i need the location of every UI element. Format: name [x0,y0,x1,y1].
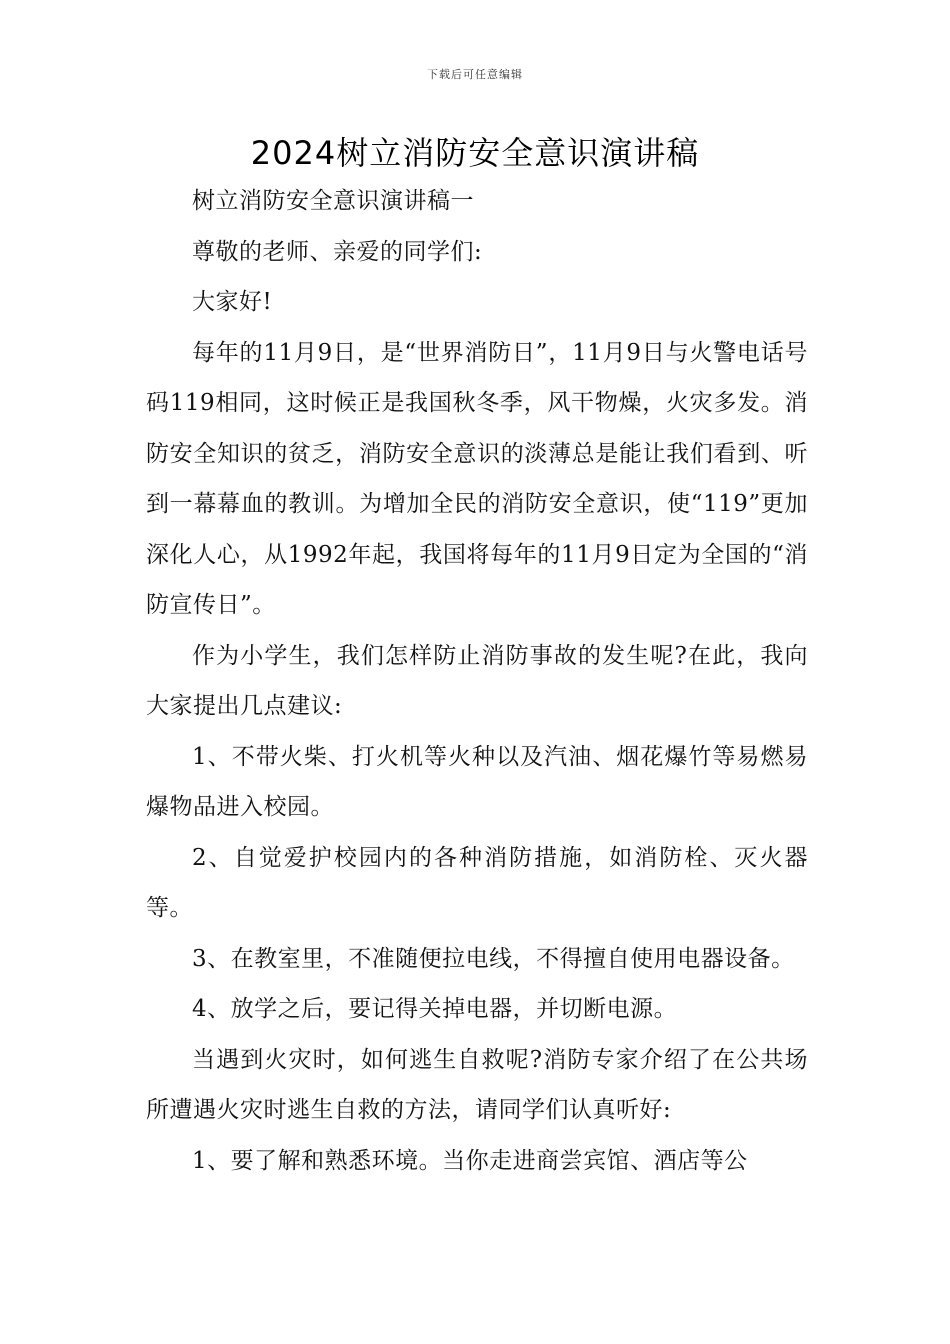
document-title: 2024树立消防安全意识演讲稿 [250,134,700,172]
paragraph-suggestions-intro: 作为小学生，我们怎样防止消防事故的发生呢?在此，我向大家提出几点建议: [146,642,808,719]
paragraph-greeting: 大家好! [192,289,273,315]
paragraph-suggestion-1: 1、不带火柴、打火机等火种以及汽油、烟花爆竹等易燃易爆物品进入校园。 [146,743,808,820]
paragraph-suggestion-3: 3、在教室里，不准随便拉电线，不得擅自使用电器设备。 [192,945,795,972]
document-body [146,176,808,1186]
paragraph-suggestion-2: 2、自觉爱护校园内的各种消防措施，如消防栓、灭火器等。 [146,844,808,921]
paragraph-subtitle: 树立消防安全意识演讲稿一 [192,188,474,214]
paragraph-escape-intro: 当遇到火灾时，如何逃生自救呢?消防专家介绍了在公共场所遭遇火灾时逃生自救的方法，请同学们认真听好: [146,1046,808,1123]
header-note: 下载后可任意编辑 [427,68,523,81]
paragraph-escape-1: 1、要了解和熟悉环境。当你走进商尝宾馆、酒店等公 [192,1147,748,1174]
paragraph-suggestion-4: 4、放学之后，要记得关掉电器，并切断电源。 [192,996,678,1022]
paragraph-fire-day: 每年的11月9日，是“世界消防日”，11月9日与火警电话号码119相同，这时候正是我国秋冬季，风干物燥，火灾多发。消防安全知识的贫乏，消防安全意识的淡薄总是能让我们看到、听到一幕幕血的教训。为增加全民的消防安全意识，使“119”更加深化人心，从1992年起，我国将每年的11月9日定为全国的“消防宣传日”。 [146,339,808,618]
paragraph-salutation: 尊敬的老师、亲爱的同学们: [192,238,483,265]
